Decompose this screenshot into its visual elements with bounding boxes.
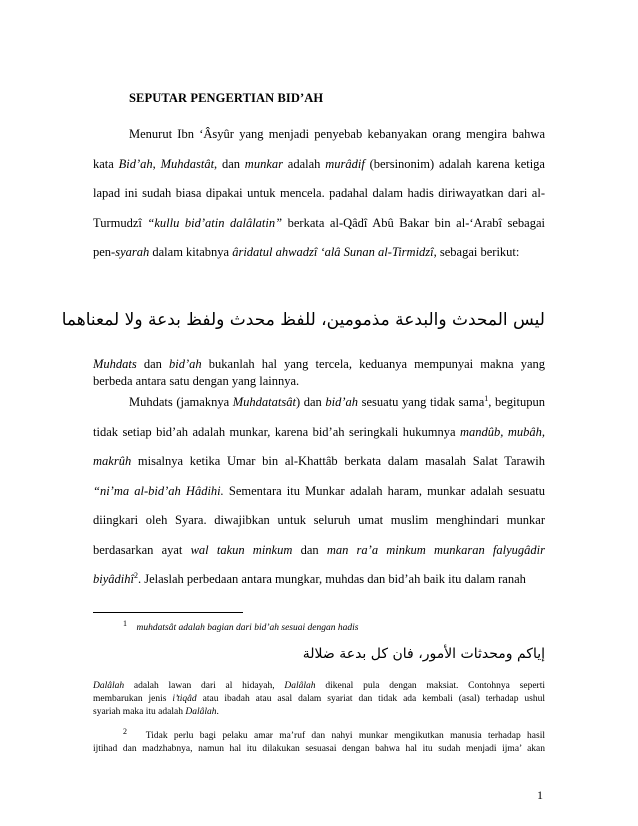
- text-line: tidak setiap bid’ah adalah munkar, karena bid’ah seringkali hukumnya mandûb, mubâh,: [93, 424, 545, 439]
- text-line: diingkari oleh Syara. diwajibkan untuk seluruh umat muslim menghindari munkar: [93, 513, 545, 527]
- text-line: makrûh misalnya ketika Umar bin al-Khattâb berkata dalam masalah Salat Tarawih: [93, 454, 545, 468]
- footnote-1: [93, 618, 545, 635]
- footnote-line: Dalâlah adalah lawan dari al hidayah, Dalâlah dikenal pula dengan maksiat. Contohnya seperti: [93, 681, 545, 691]
- footnote-ref: 1: [484, 393, 489, 403]
- paragraph-1: [93, 120, 545, 268]
- footnote-line: membarukan jenis i’tiqâd atau ibadah atau asal dalam syariat dan tidak ada kembali (asal) terhadap ushul: [93, 694, 545, 704]
- footnote-2: [93, 726, 545, 756]
- arabic-hadith: إياكم ومحدثات الأمور، فان كل بدعة ضلالة: [302, 646, 545, 662]
- paragraph-3: [93, 388, 545, 595]
- text-line: kata Bid’ah, Muhdastât, dan munkar adalah murâdif (bersinonim) adalah karena ketiga: [93, 156, 545, 171]
- footnote-line: syariah maka itu adalah Dalâlah.: [93, 707, 219, 717]
- text-line: Turmudzî “kullu bid’atin dalâlatin” berkata al-Qâdî Abû Bakar bin al-‘Arabî sebagai: [93, 215, 545, 230]
- text-line: lapad ini sudah biasa dipakai untuk mencela. padahal dalam hadis diriwayatkan dari al-: [93, 186, 545, 200]
- section-title: SEPUTAR PENGERTIAN BID’AH: [129, 91, 324, 105]
- paragraph-2: [93, 356, 545, 390]
- footnote-line: $^2$ Tidak perlu bagi pelaku amar ma’ruf dan nahyi munkar mengikutkan manusia terhadap hasil: [123, 726, 545, 741]
- text-line: berdasarkan ayat wal takun minkum dan man ra’a minkum munkaran falyugâdir: [93, 542, 545, 557]
- text-line: berbeda antara satu dengan yang lainnya.: [93, 374, 300, 388]
- page-number: 1: [537, 788, 543, 802]
- text-line: Menurut Ibn ‘Âsyûr yang menjadi penyebab kebanyakan orang mengira bahwa: [129, 127, 545, 141]
- footnote-ref: 2: [133, 570, 138, 580]
- text-line: biyâdihî$^2$. Jelaslah perbedaan antara mungkar, muhdas dan bid’ah baik itu dalam ranah: [93, 570, 526, 586]
- footnote-separator: [93, 612, 243, 613]
- text-line: “ni’ma al-bid’ah Hâdihi. Sementara itu Munkar adalah haram, munkar adalah sesuatu: [93, 483, 545, 498]
- text-line: Muhdats dan bid’ah bukanlah hal yang tercela, keduanya mempunyai makna yang: [93, 357, 545, 371]
- footnote-1-continued: [93, 680, 545, 719]
- footnote-line: $^1$ muhdatsât adalah bagian dari bid’ah sesuai dengan hadis: [123, 618, 359, 633]
- text-line: Muhdats (jamaknya Muhdatatsât) dan bid’ah sesuatu yang tidak sama$^1$, begitupun: [129, 393, 545, 409]
- arabic-quote: ليس المحدث والبدعة مذمومين، للفظ محدث ولفظ بدعة ولا لمعناهما: [61, 310, 545, 330]
- footnote-line: ijtihad dan madzhabnya, namun hal itu dilakukan sesuasai dengan bahwa hal itu sudah menjadi ijma’ akan: [93, 744, 545, 754]
- text-line: pen-syarah dalam kitabnya âridatul ahwadzî ‘alâ Sunan al-Tirmidzî, sebagai berikut:: [93, 245, 520, 259]
